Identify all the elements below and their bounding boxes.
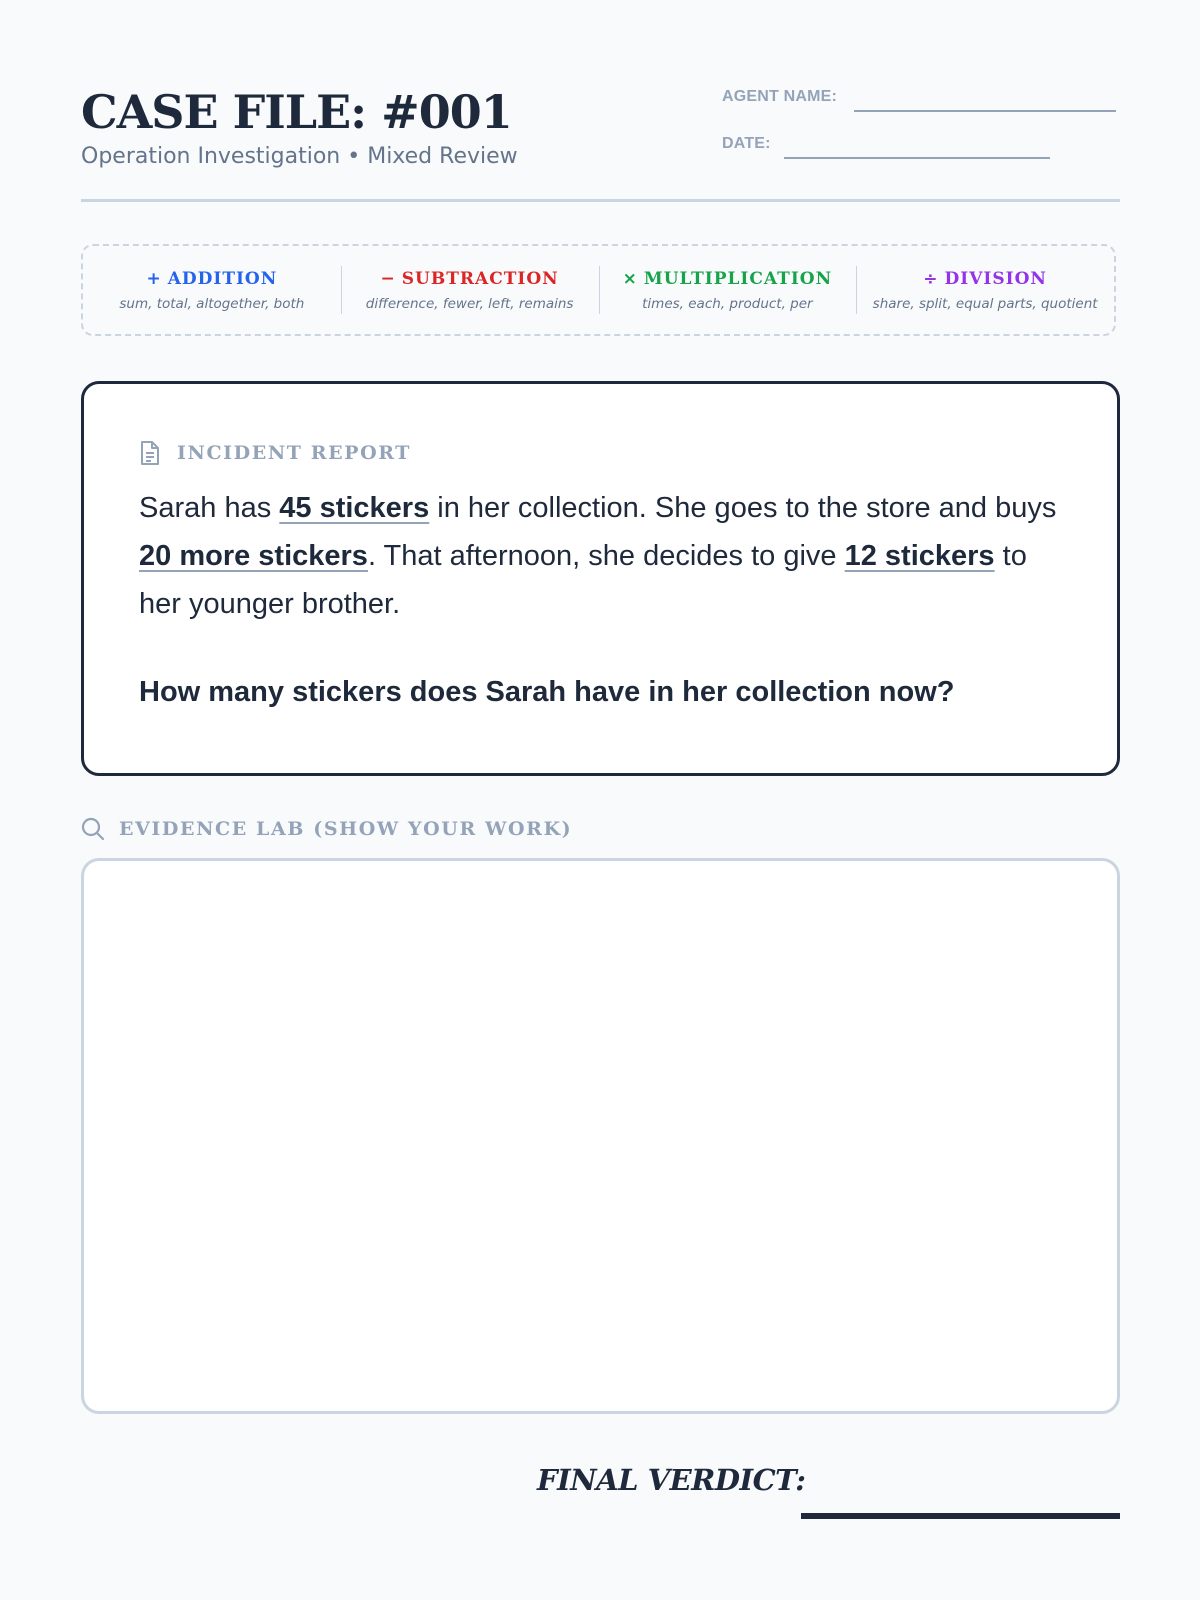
operation-subtraction	[341, 265, 599, 315]
page-subtitle: Operation Investigation • Mixed Review	[81, 144, 518, 169]
minus-icon: −	[380, 269, 396, 289]
final-verdict-answer-line[interactable]	[801, 1513, 1120, 1519]
agent-name-field[interactable]	[854, 110, 1116, 112]
report-text: in her collection. She goes to the store and buys	[429, 492, 1057, 524]
report-text: to her younger brother.	[139, 540, 1027, 620]
key-quantity: 45 stickers	[279, 492, 430, 524]
incident-report-card	[81, 381, 1120, 776]
page-title: CASE FILE: #001	[81, 85, 512, 139]
operation-addition-title	[83, 268, 341, 290]
evidence-lab-header	[81, 817, 572, 841]
operation-division	[856, 265, 1114, 315]
operation-label: SUBTRACTION	[401, 269, 559, 289]
operation-keywords: sum, total, altogether, both	[119, 296, 305, 312]
incident-question: How many stickers does Sarah have in her collection now?	[139, 676, 955, 708]
agent-name-label: AGENT NAME:	[722, 88, 838, 105]
incident-report-text	[139, 484, 1059, 628]
operation-multiplication-title	[599, 268, 857, 290]
work-area[interactable]	[81, 858, 1120, 1414]
key-quantity: 20 more stickers	[139, 540, 368, 572]
operation-subtraction-title	[341, 268, 599, 290]
incident-report-label: INCIDENT REPORT	[177, 442, 412, 464]
document-icon	[139, 440, 161, 466]
operations-legend	[81, 244, 1116, 336]
incident-report-header	[139, 440, 411, 466]
divide-icon: ÷	[923, 269, 939, 289]
date-label: DATE:	[722, 135, 771, 152]
operation-label: ADDITION	[167, 269, 278, 289]
key-quantity: 12 stickers	[844, 540, 995, 572]
operation-keywords: difference, fewer, left, remains	[365, 296, 574, 312]
operation-label: DIVISION	[944, 269, 1047, 289]
operation-keywords: times, each, product, per	[642, 296, 813, 312]
operation-multiplication	[599, 265, 857, 315]
final-verdict-label: FINAL VERDICT:	[537, 1463, 806, 1497]
report-text: . That afternoon, she decides to give	[367, 540, 845, 572]
worksheet-page	[81, 0, 1120, 1600]
operation-addition	[83, 265, 341, 315]
header-divider	[81, 199, 1120, 202]
operation-label: MULTIPLICATION	[643, 269, 833, 289]
times-icon: ×	[622, 269, 638, 289]
date-field[interactable]	[784, 157, 1050, 159]
operation-division-title	[856, 268, 1114, 290]
search-icon	[81, 817, 105, 841]
report-text: Sarah has	[139, 492, 280, 524]
evidence-lab-label: EVIDENCE LAB (SHOW YOUR WORK)	[119, 818, 573, 840]
operation-keywords: share, split, equal parts, quotient	[872, 296, 1098, 312]
plus-icon: +	[146, 269, 162, 289]
